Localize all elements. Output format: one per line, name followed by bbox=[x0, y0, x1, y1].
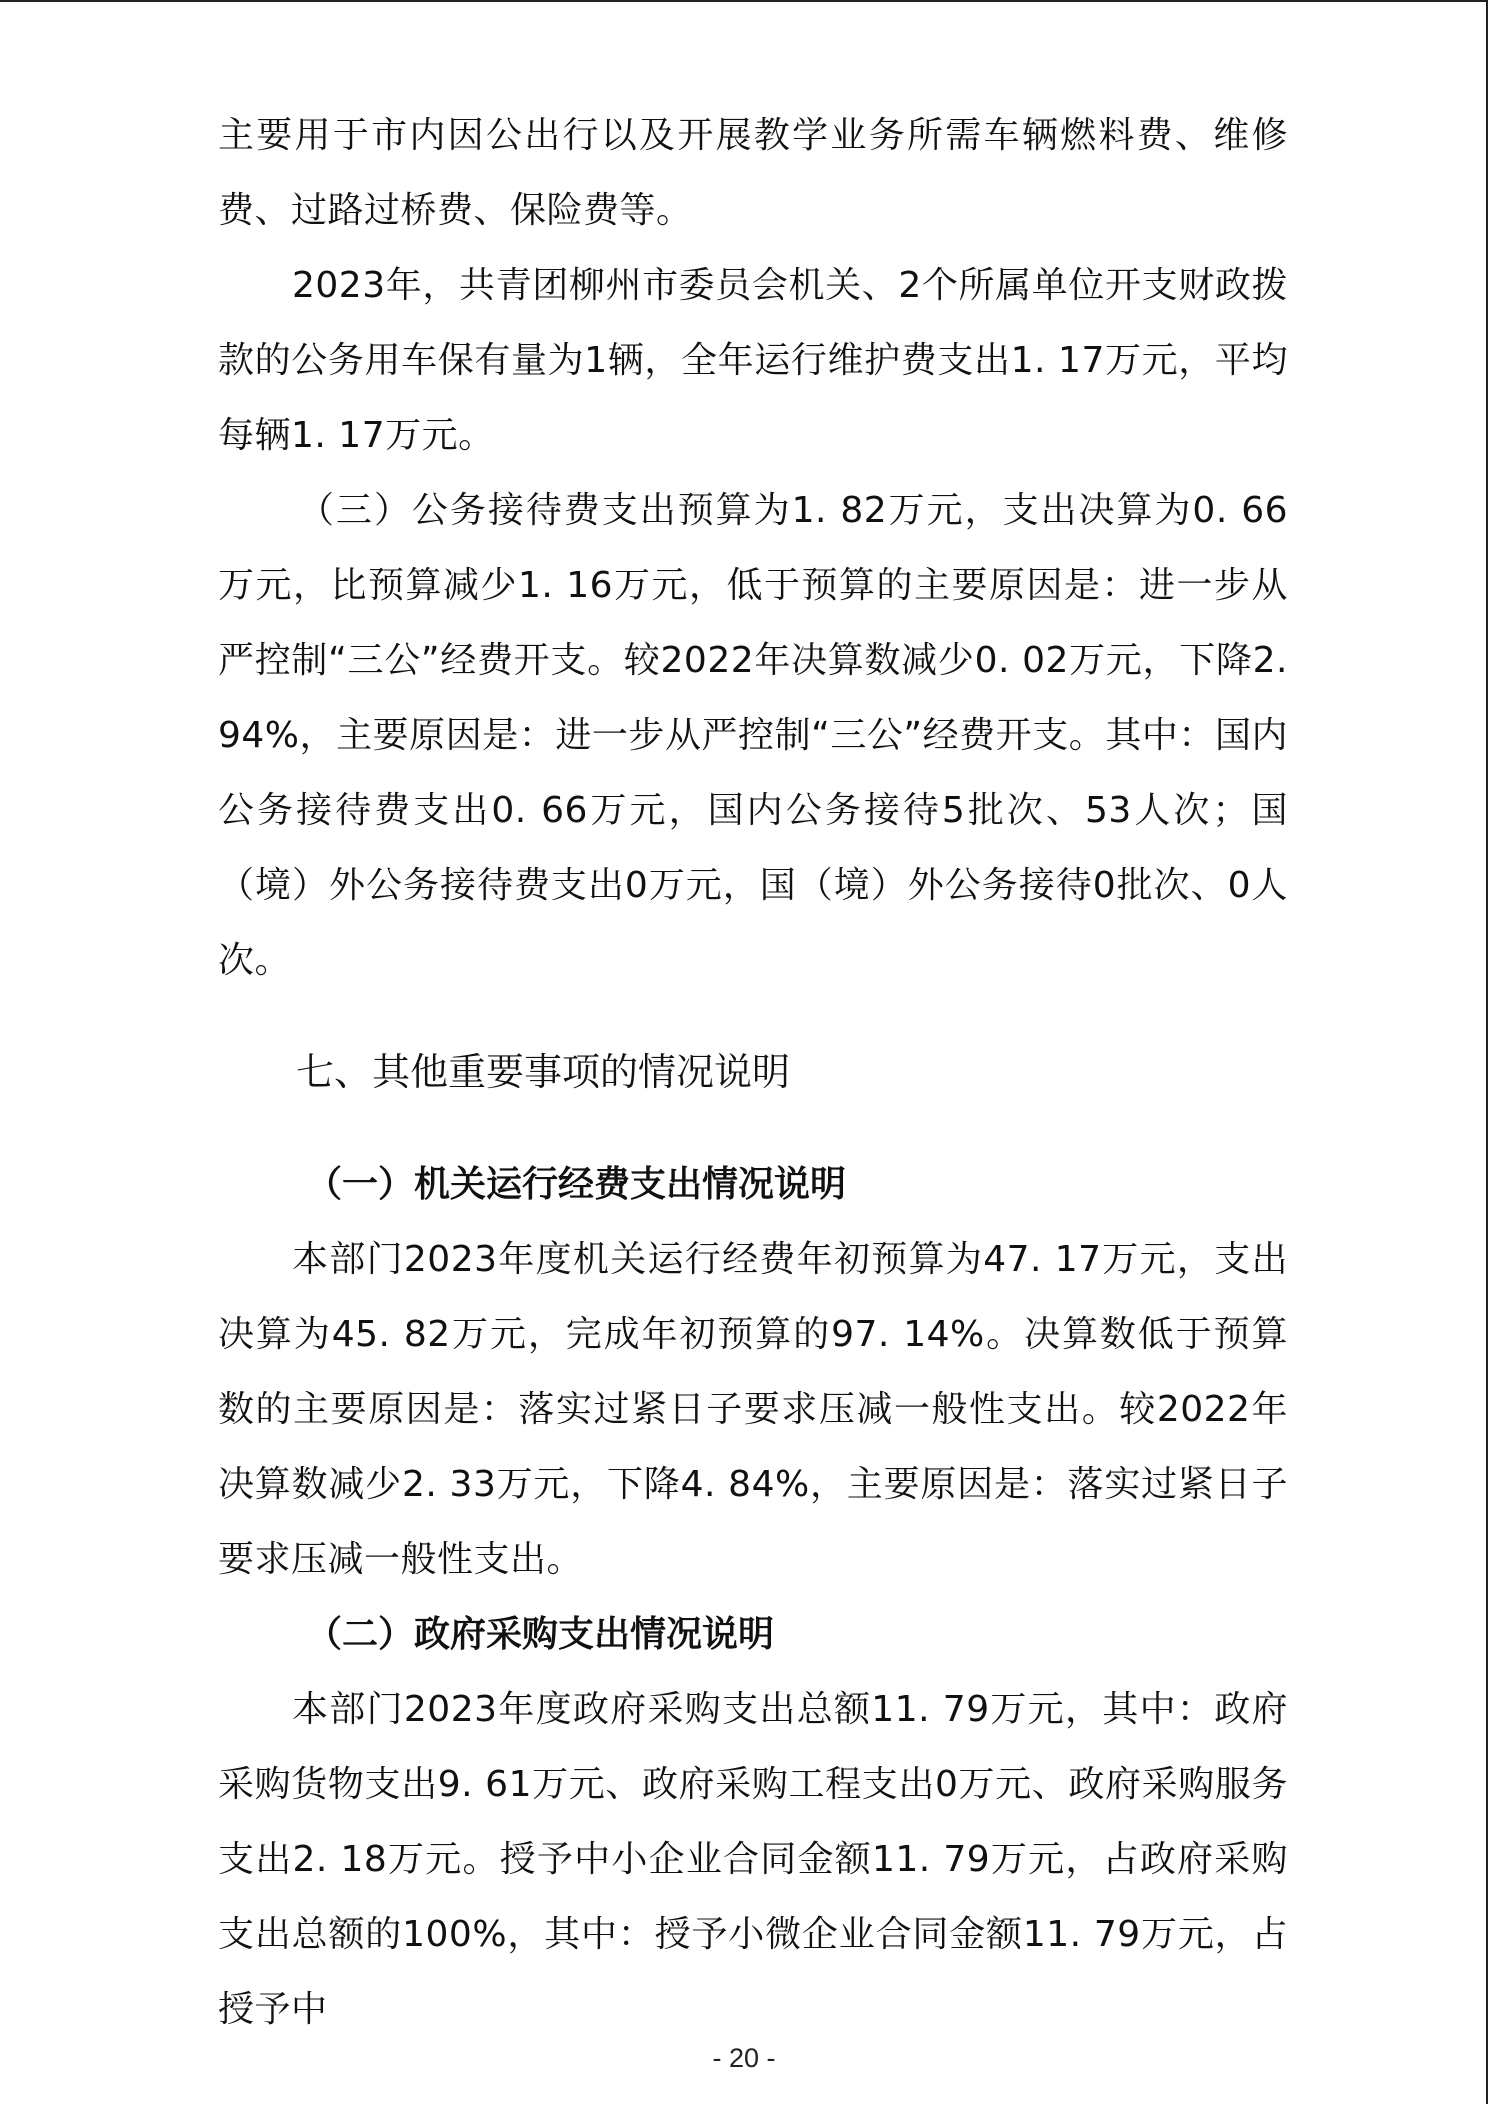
subsection-title-operating-costs: （一）机关运行经费支出情况说明 bbox=[306, 1164, 847, 1205]
paragraph-procurement: 本部门2023年度政府采购支出总额11. 79万元，其中：政府采购货物支出9. 61万元、政府采购工程支出0万元、政府采购服务支出2. 18万元。授予中小企业合同金额11. 79万元，占政府采购支出总额的100%，其中：授予小微企业合同金额11. 79万元，占授予中 bbox=[218, 1689, 1288, 2030]
subsection-title-procurement: （二）政府采购支出情况说明 bbox=[306, 1614, 775, 1655]
paragraph-reception-costs: （三）公务接待费支出预算为1. 82万元，支出决算为0. 66万元，比预算减少1. 16万元，低于预算的主要原因是：进一步从严控制“三公”经费开支。较2022年决算数减少0. 02万元，下降2. 94%，主要原因是：进一步从严控制“三公”经费开支。其中：国内公务接待费支出0. 66万元，国内公务接待5批次、53人次；国（境）外公务接待费支出0万元，国（境）外公务接待0批次、0人次。 bbox=[218, 490, 1288, 981]
page-content bbox=[218, 98, 1288, 2047]
paragraph-vehicle-costs: 主要用于市内因公出行以及开展教学业务所需车辆燃料费、维修费、过路过桥费、保险费等。 bbox=[218, 115, 1288, 231]
page-number: - 20 - bbox=[712, 2043, 776, 2073]
paragraph-vehicle-count: 2023年，共青团柳州市委员会机关、2个所属单位开支财政拨款的公务用车保有量为1辆，全年运行维护费支出1. 17万元，平均每辆1. 17万元。 bbox=[218, 265, 1288, 456]
paragraph-operating-costs: 本部门2023年度机关运行经费年初预算为47. 17万元，支出决算为45. 82万元，完成年初预算的97. 14%。决算数低于预算数的主要原因是：落实过紧日子要求压减一般性支出。较2022年决算数减少2. 33万元，下降4. 84%，主要原因是：落实过紧日子要求压减一般性支出。 bbox=[218, 1239, 1288, 1580]
section-heading: 七、其他重要事项的情况说明 bbox=[296, 1050, 791, 1094]
